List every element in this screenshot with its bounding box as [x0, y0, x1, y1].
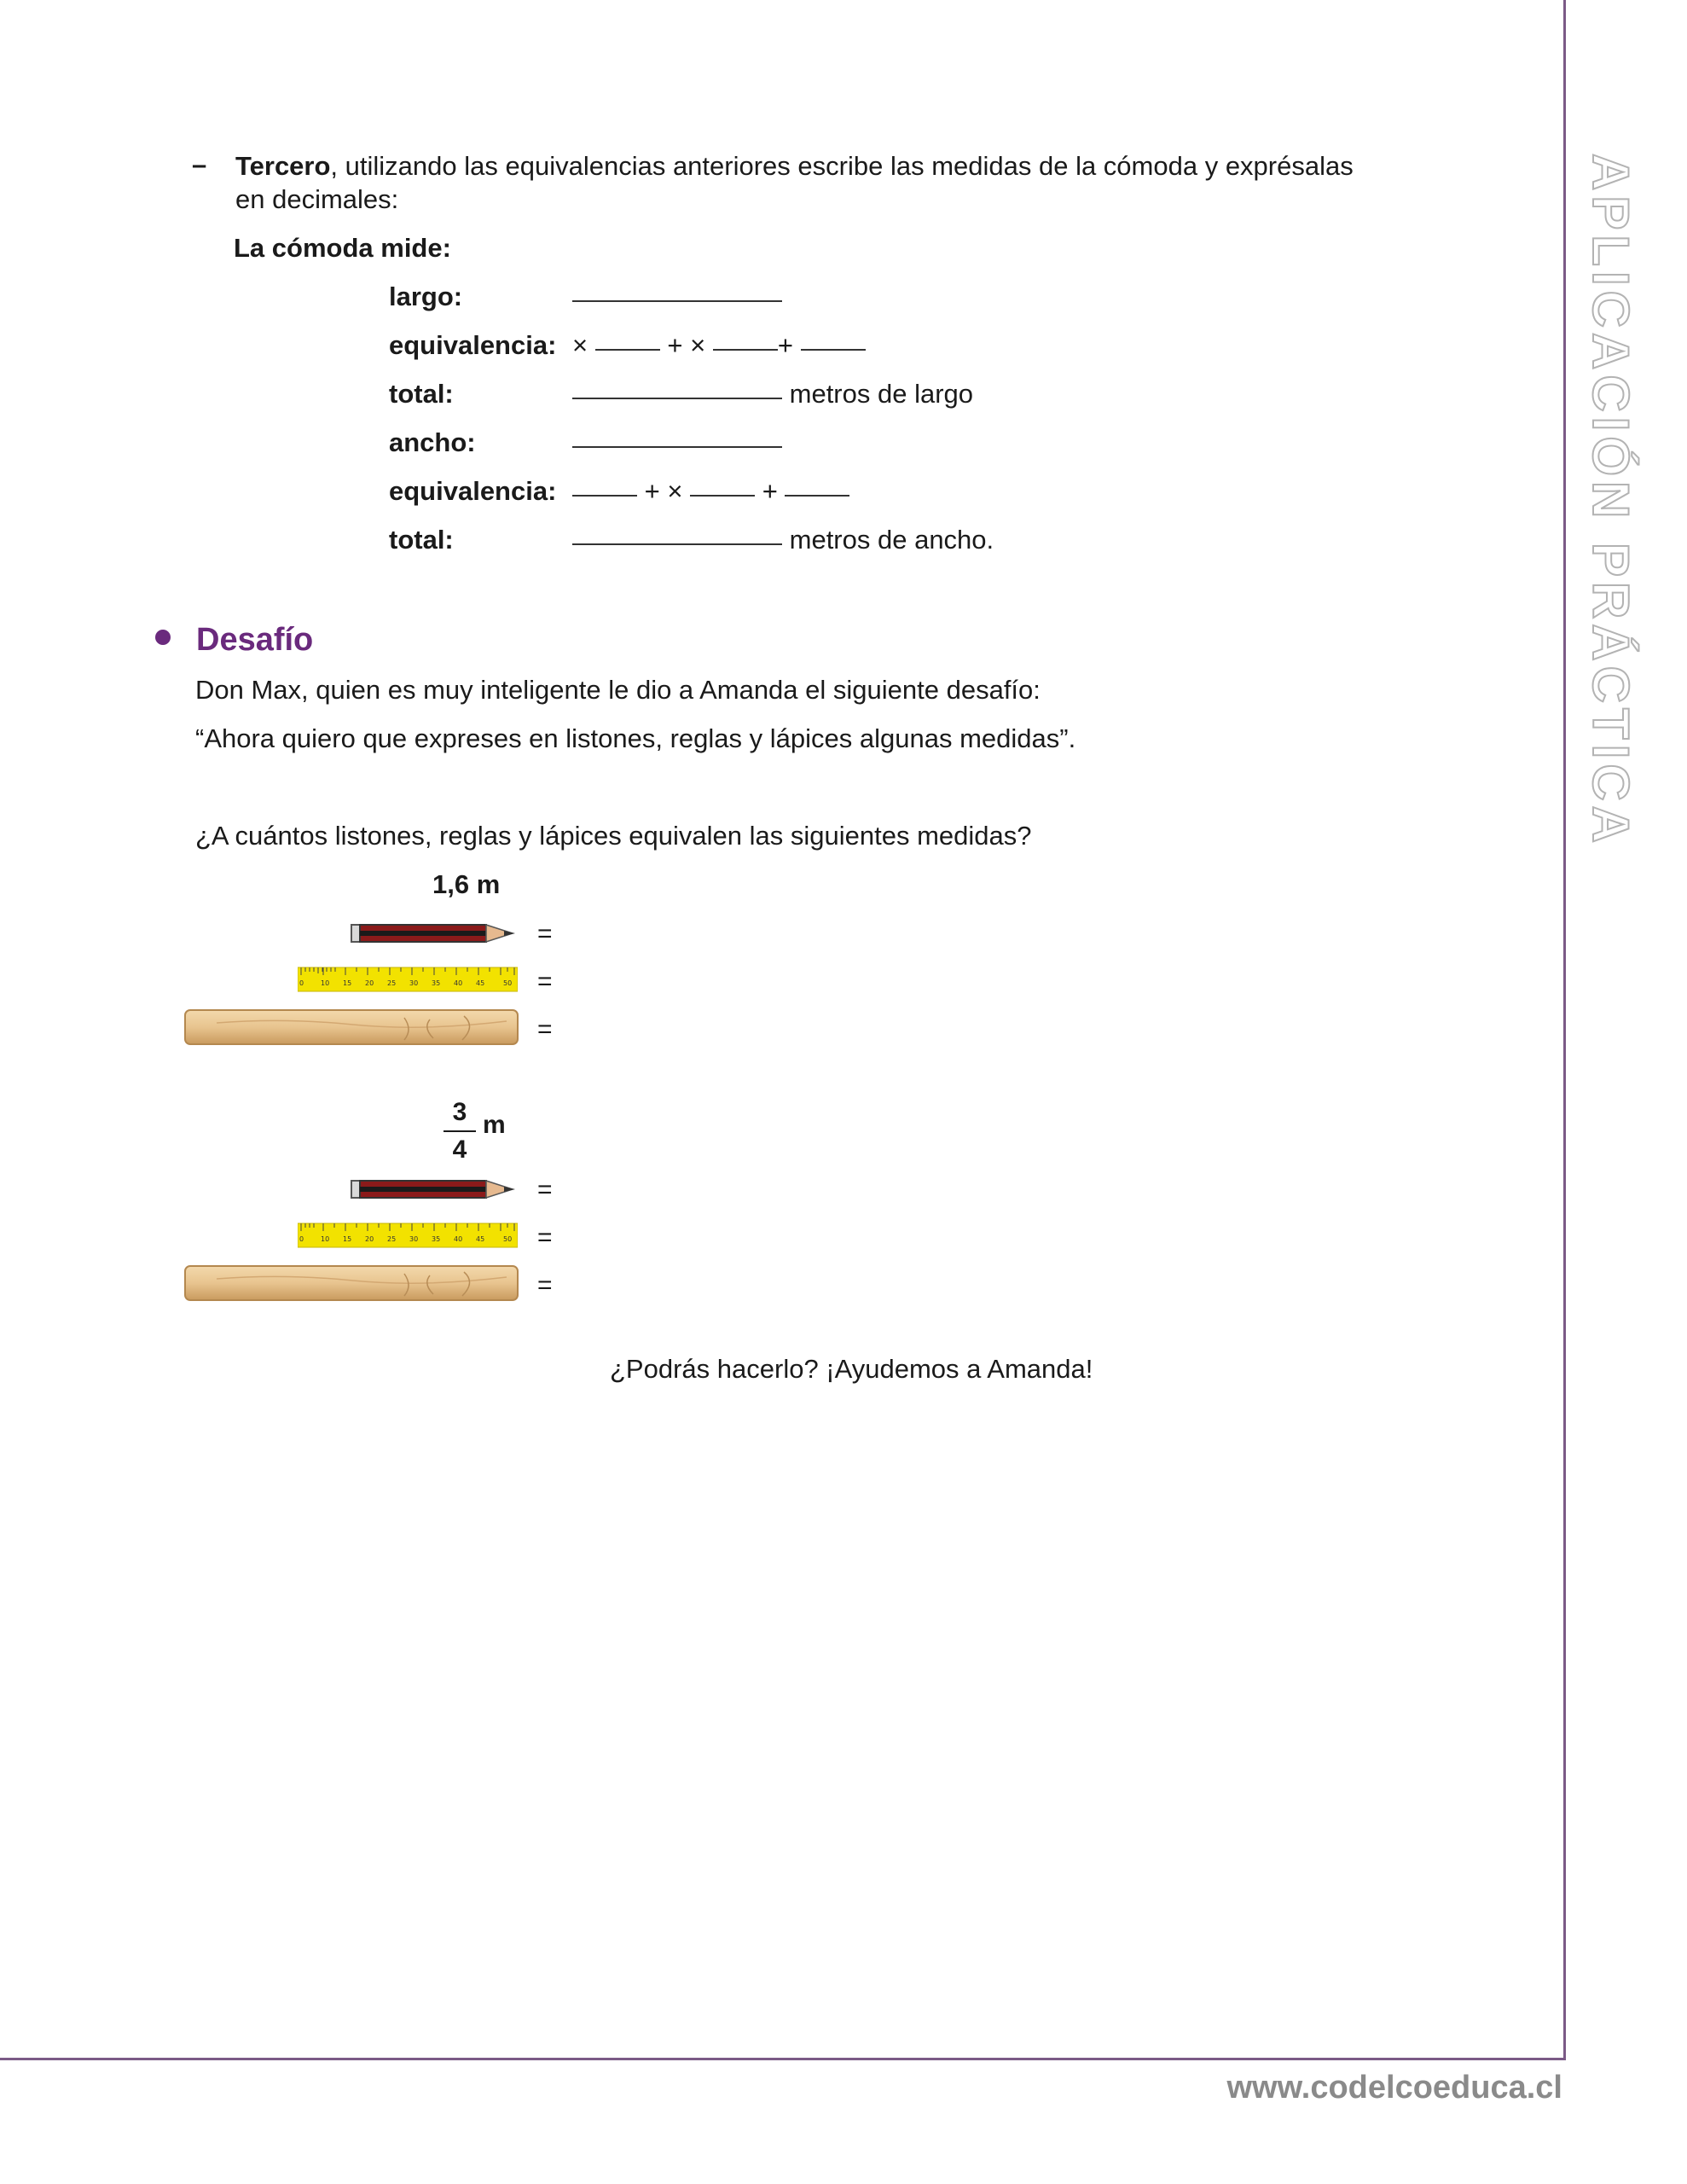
equiv2-blank-3[interactable]: [785, 494, 849, 497]
total-label-2: total:: [389, 525, 454, 555]
total-label-1: total:: [389, 379, 454, 409]
equals-sign: =: [537, 1223, 553, 1252]
step-text: , utilizando las equivalencias anteriores escribe las medidas de la cómoda y exprésalas: [330, 151, 1354, 181]
challenge-line1: Don Max, quien es muy inteligente le dio a Amanda el siguiente desafío:: [195, 675, 1041, 705]
ruler-tick-15: 15: [343, 979, 352, 987]
equivalencia-row-1: [572, 328, 866, 363]
ruler-tick-0: 0: [299, 1235, 304, 1243]
equiv2-blank-1[interactable]: [572, 494, 637, 497]
times-sign: ×: [572, 330, 588, 360]
pencil-icon: [351, 921, 518, 946]
ruler-tick-35: 35: [432, 1235, 441, 1243]
total1-suffix: metros de largo: [789, 379, 974, 409]
equiv1-blank-3[interactable]: [801, 348, 866, 351]
step-text-line2: en decimales:: [235, 184, 399, 214]
fraction-bar: [443, 1130, 476, 1132]
ruler-tick-35: 35: [432, 979, 441, 987]
challenge-question: ¿A cuántos listones, reglas y lápices equivalen las siguientes medidas?: [195, 821, 1032, 851]
challenge-title: Desafío: [196, 622, 314, 658]
equals-sign: =: [537, 967, 553, 996]
list-dash: –: [192, 149, 207, 179]
step-text-line1: [235, 149, 1354, 183]
measure-2-unit: m: [483, 1111, 506, 1139]
comoda-subheading: La cómoda mide:: [234, 233, 451, 263]
equals-sign: =: [537, 920, 553, 948]
ruler-tick-45: 45: [476, 979, 485, 987]
ruler-tick-30: 30: [409, 979, 419, 987]
section-side-label: APLICACIÓN PRÁCTICA: [1582, 154, 1639, 848]
plus-times-sign: + ×: [667, 330, 706, 360]
total1-blank[interactable]: [572, 397, 782, 399]
ancho-blank[interactable]: [572, 445, 782, 448]
ruler-tick-40: 40: [454, 1235, 463, 1243]
equals-sign: =: [537, 1176, 553, 1204]
ancho-label: ancho:: [389, 427, 476, 457]
plus-sign: +: [777, 330, 793, 360]
challenge-line2: “Ahora quiero que expreses en listones, reglas y lápices algunas medidas”.: [195, 723, 1076, 753]
plus-sign: +: [762, 476, 778, 506]
total2-suffix: metros de ancho.: [789, 525, 994, 555]
ruler-tick-40: 40: [454, 979, 463, 987]
page-border-right: [1563, 0, 1566, 2059]
ruler-tick-50: 50: [503, 1235, 513, 1243]
pencil-icon: [351, 1176, 518, 1202]
equals-sign: =: [537, 1271, 553, 1299]
fraction-denominator: 4: [452, 1136, 467, 1164]
ruler-tick-25: 25: [387, 979, 397, 987]
equivalencia-row-2: [572, 474, 849, 508]
ruler-tick-20: 20: [365, 979, 374, 987]
ruler-icon: [298, 1223, 518, 1248]
largo-label: largo:: [389, 282, 463, 311]
step-bold-word: Tercero: [235, 151, 331, 181]
equiv2-blank-2[interactable]: [690, 494, 755, 497]
equals-sign: =: [537, 1015, 553, 1043]
ruler-tick-45: 45: [476, 1235, 485, 1243]
page-border-bottom: [0, 2058, 1566, 2060]
equiv1-blank-2[interactable]: [713, 348, 778, 351]
ruler-tick-10: 10: [321, 979, 330, 987]
ruler-tick-10: 10: [321, 1235, 330, 1243]
wooden-slat-icon: [183, 1008, 522, 1048]
fraction-numerator: 3: [452, 1098, 467, 1126]
total2-blank[interactable]: [572, 543, 782, 545]
measure-1-label: 1,6 m: [432, 869, 501, 899]
plus-times-sign: + ×: [644, 476, 683, 506]
equivalencia-label-1: equivalencia:: [389, 330, 557, 360]
total-row-1: [572, 377, 973, 411]
ruler-tick-30: 30: [409, 1235, 419, 1243]
bullet-icon: [155, 630, 171, 645]
ruler-tick-20: 20: [365, 1235, 374, 1243]
ruler-tick-0: 0: [299, 979, 304, 987]
largo-answer-row: [572, 280, 782, 314]
ruler-tick-50: 50: [503, 979, 513, 987]
total-row-2: [572, 523, 994, 557]
equiv1-blank-1[interactable]: [595, 348, 660, 351]
ruler-tick-15: 15: [343, 1235, 352, 1243]
largo-blank[interactable]: [572, 299, 782, 302]
ancho-answer-row: [572, 426, 782, 460]
ruler-icon: [298, 967, 518, 992]
wooden-slat-icon: [183, 1263, 522, 1304]
equivalencia-label-2: equivalencia:: [389, 476, 557, 506]
ruler-tick-25: 25: [387, 1235, 397, 1243]
measure-2-fraction: [439, 1096, 480, 1166]
footer-url: www.codelcoeduca.cl: [1226, 2070, 1562, 2106]
closing-text: ¿Podrás hacerlo? ¡Ayudemos a Amanda!: [610, 1354, 1093, 1384]
